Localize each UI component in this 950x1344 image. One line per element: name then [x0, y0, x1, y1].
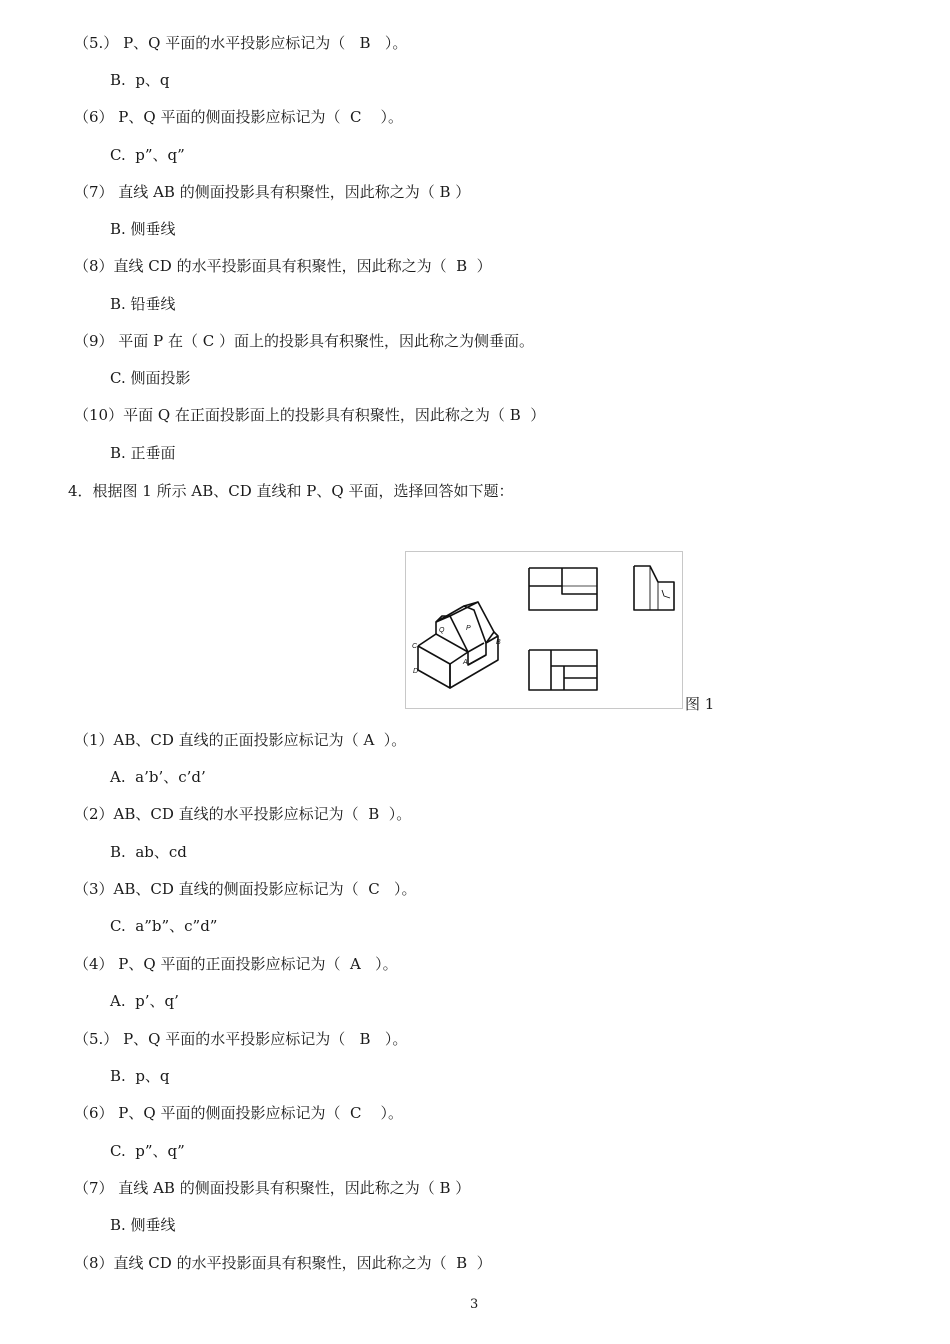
page-number: 3 [470, 1297, 479, 1312]
question-line: （8）直线 CD 的水平投影面具有积聚性，因此称之为（ B ） [74, 257, 492, 275]
question-line: （7） 直线 AB 的侧面投影具有积聚性，因此称之为（ B ） [74, 183, 471, 201]
question-line: （5.） P、Q 平面的水平投影应标记为（ B ）。 [74, 34, 408, 52]
answer-line: B. ab、cd [110, 843, 187, 861]
question-line: （9） 平面 P 在（ C ）面上的投影具有积聚性，因此称之为侧垂面。 [74, 332, 534, 350]
section-heading: 4．根据图 1 所示 AB、CD 直线和 P、Q 平面，选择回答如下题： [68, 482, 514, 500]
question-line: （4） P、Q 平面的正面投影应标记为（ A ）。 [74, 955, 398, 973]
answer-line: C. a”b”、c”d” [110, 917, 218, 935]
question-line: （1）AB、CD 直线的正面投影应标记为（ A ）。 [74, 731, 407, 749]
answer-line: B. 正垂面 [110, 444, 176, 462]
answer-line: C. 侧面投影 [110, 369, 191, 387]
projection-drawing [406, 552, 684, 710]
label-d: D [413, 668, 419, 675]
answer-line: A. p’、q’ [110, 992, 179, 1010]
question-line: （10）平面 Q 在正面投影面上的投影具有积聚性，因此称之为（ B ） [74, 406, 546, 424]
question-line: （3）AB、CD 直线的侧面投影应标记为（ C ）。 [74, 880, 417, 898]
side-view [634, 566, 674, 610]
isometric-view [418, 602, 498, 688]
top-view [529, 650, 597, 690]
question-line: （5.） P、Q 平面的水平投影应标记为（ B ）。 [74, 1030, 408, 1048]
answer-line: C. p”、q” [110, 146, 185, 164]
answer-line: B. p、q [110, 71, 170, 89]
question-line: （6） P、Q 平面的侧面投影应标记为（ C ）。 [74, 1104, 404, 1122]
answer-line: A. a’b’、c’d’ [110, 768, 206, 786]
answer-line: C. p”、q” [110, 1142, 185, 1160]
answer-line: B. 铅垂线 [110, 295, 176, 313]
question-line: （7） 直线 AB 的侧面投影具有积聚性，因此称之为（ B ） [74, 1179, 471, 1197]
figure-1 [405, 551, 683, 709]
answer-line: B. 侧垂线 [110, 220, 176, 238]
figure-caption: 图 1 [685, 695, 715, 713]
label-b: B [496, 639, 501, 646]
answer-line: B. 侧垂线 [110, 1216, 176, 1234]
question-line: （8）直线 CD 的水平投影面具有积聚性，因此称之为（ B ） [74, 1254, 492, 1272]
front-view [529, 568, 597, 610]
question-line: （2）AB、CD 直线的水平投影应标记为（ B ）。 [74, 805, 412, 823]
label-c: C [412, 643, 418, 650]
label-p: P [466, 625, 471, 632]
label-a: A [463, 659, 468, 666]
answer-line: B. p、q [110, 1067, 170, 1085]
question-line: （6） P、Q 平面的侧面投影应标记为（ C ）。 [74, 108, 404, 126]
label-q: Q [439, 627, 445, 634]
